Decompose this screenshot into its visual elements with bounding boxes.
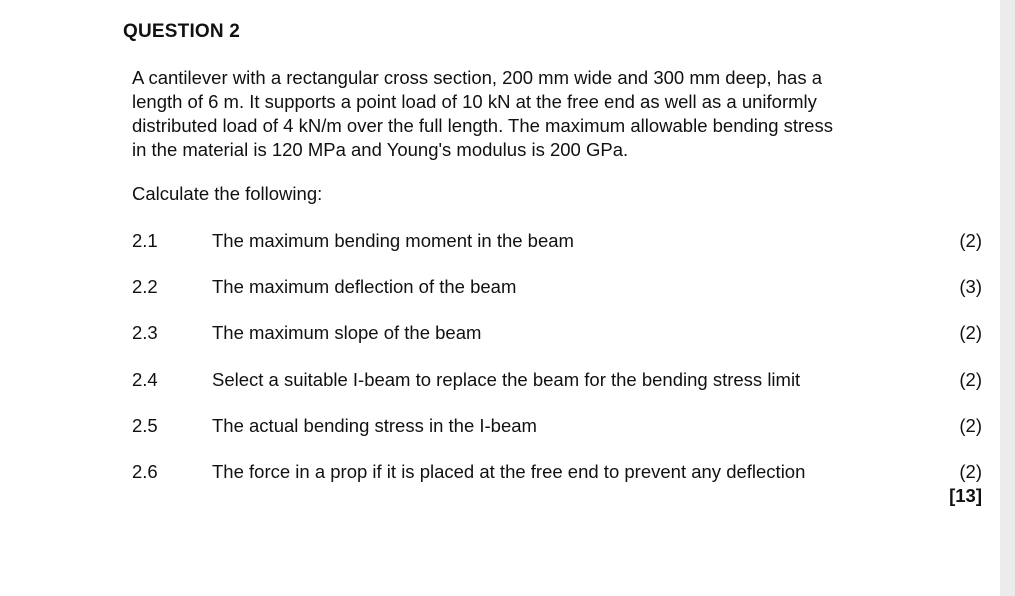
question-title: QUESTION 2: [123, 21, 241, 42]
sub-question-marks: (2): [959, 230, 982, 251]
sub-question-marks: (2): [959, 461, 982, 482]
problem-line: A cantilever with a rectangular cross section, 200 mm wide and 300 mm deep, has a: [132, 67, 822, 88]
problem-line: distributed load of 4 kN/m over the full length. The maximum allowable bending stress: [132, 115, 833, 136]
sub-question-number: 2.2: [132, 276, 158, 297]
sub-question-text: The maximum slope of the beam: [212, 322, 482, 343]
problem-statement: [132, 66, 922, 162]
sub-question-marks: (3): [959, 276, 982, 297]
sub-question: [0, 276, 1000, 300]
sub-question: [0, 415, 1000, 439]
sub-question-text: The maximum bending moment in the beam: [212, 230, 574, 251]
sub-question: [0, 369, 1000, 393]
sub-question-text: The maximum deflection of the beam: [212, 276, 517, 297]
sub-question-marks: (2): [959, 415, 982, 436]
sub-question-number: 2.4: [132, 369, 158, 390]
sub-question-number: 2.3: [132, 322, 158, 343]
sub-question-text: The force in a prop if it is placed at the free end to prevent any deflection: [212, 461, 806, 482]
sub-question-number: 2.1: [132, 230, 158, 251]
sub-question-text: The actual bending stress in the I-beam: [212, 415, 537, 436]
total-marks: [13]: [949, 485, 982, 506]
sub-question: [0, 322, 1000, 346]
sub-question-text: Select a suitable I-beam to replace the beam for the bending stress limit: [212, 369, 801, 390]
sub-question: [0, 230, 1000, 254]
sub-question: [0, 461, 1000, 485]
instruction-text: Calculate the following:: [132, 183, 323, 204]
problem-line: in the material is 120 MPa and Young's modulus is 200 GPa.: [132, 139, 629, 160]
sub-question-number: 2.5: [132, 415, 158, 436]
problem-line: length of 6 m. It supports a point load of 10 kN at the free end as well as a uniformly: [132, 91, 817, 112]
sub-question-number: 2.6: [132, 461, 158, 482]
sub-question-marks: (2): [959, 369, 982, 390]
sub-question-marks: (2): [959, 322, 982, 343]
